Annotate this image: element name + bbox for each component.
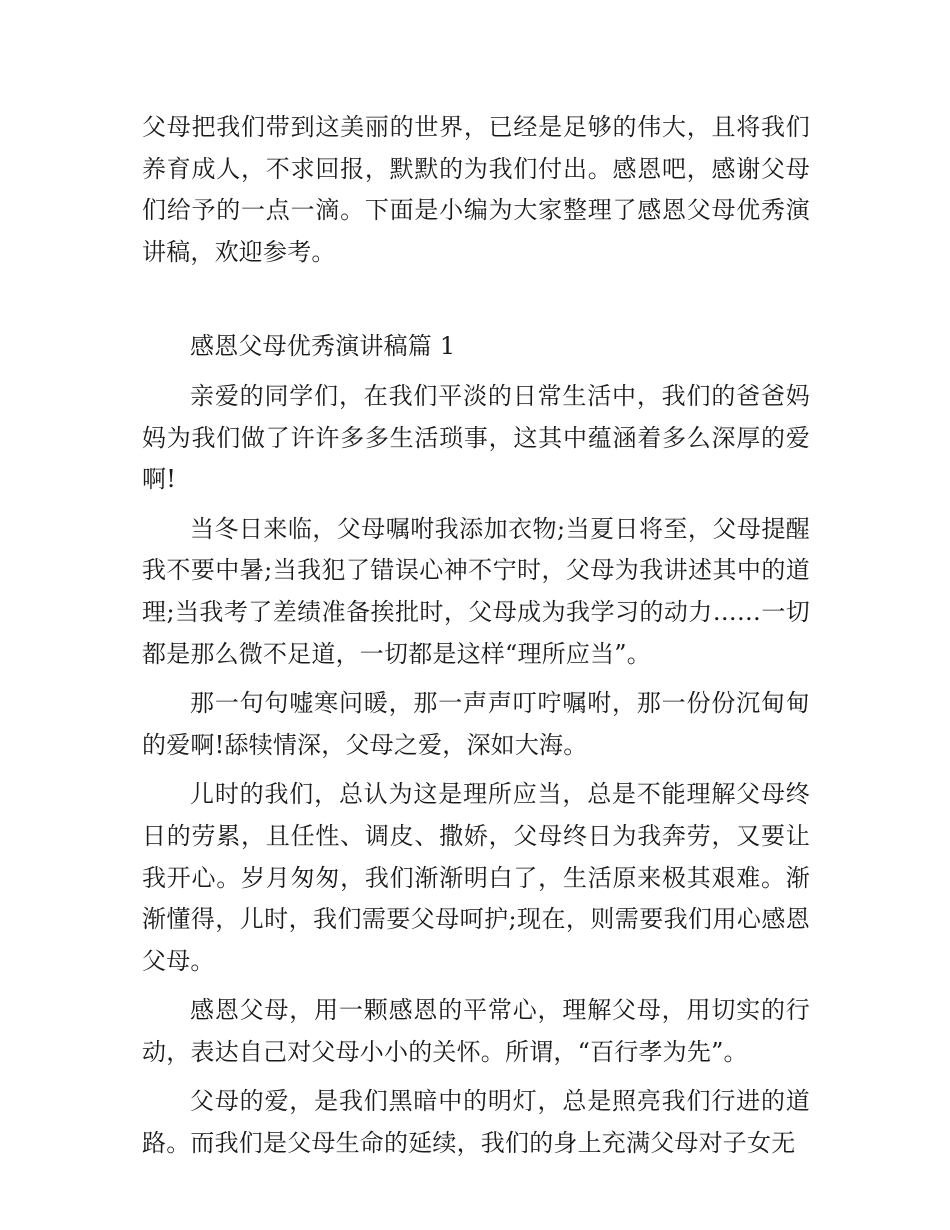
body-paragraph-4: 儿时的我们，总认为这是理所应当，总是不能理解父母终日的劳累，且任性、调皮、撒娇，父母终日为我奔劳，又要让我开心。岁月匆匆，我们渐渐明白了，生活原来极其艰难。渐渐懂得，儿时，我们需要父母呵护;现在，则需要我们用心感恩父母。 — [142, 780, 810, 975]
body-paragraph-1: 亲爱的同学们，在我们平淡的日常生活中，我们的爸爸妈妈为我们做了许许多多生活琐事，这其中蕴涵着多么深厚的爱啊! — [142, 381, 810, 494]
body-paragraph-3: 那一句句嘘寒问暖，那一声声叮咛嘱咐，那一份份沉甸甸的爱啊!舔犊情深，父母之爱，深如大海。 — [142, 689, 810, 759]
body-paragraph-6: 父母的爱，是我们黑暗中的明灯，总是照亮我们行进的道路。而我们是父母生命的延续，我们的身上充满父母对子女无 — [142, 1087, 810, 1158]
intro-paragraph: 父母把我们带到这美丽的世界，已经是足够的伟大，且将我们养育成人，不求回报，默默的为我们付出。感恩吧，感谢父母们给予的一点一滴。下面是小编为大家整理了感恩父母优秀演讲稿，欢迎参考。 — [142, 113, 810, 266]
document-body — [142, 107, 810, 1173]
body-paragraph-2: 当冬日来临，父母嘱咐我添加衣物;当夏日将至，父母提醒我不要中暑;当我犯了错误心神不宁时，父母为我讲述其中的道理;当我考了差绩准备挨批时，父母成为我学习的动力……一切都是那么微不足道，一切都是这样“理所应当”。 — [142, 514, 810, 668]
body-paragraph-5: 感恩父母，用一颗感恩的平常心，理解父母，用切实的行动，表达自己对父母小小的关怀。所谓，“百行孝为先”。 — [142, 996, 810, 1066]
section-title: 感恩父母优秀演讲稿篇 1 — [190, 332, 456, 361]
